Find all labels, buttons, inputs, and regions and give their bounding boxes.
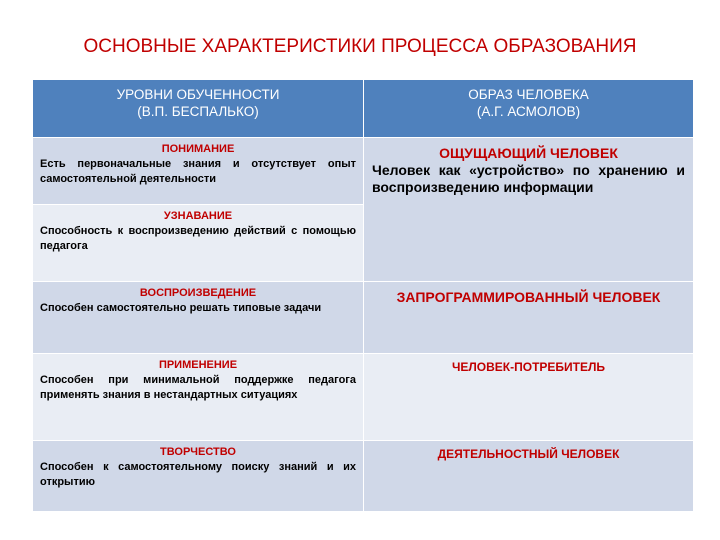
characteristics-table xyxy=(32,79,694,512)
table-row xyxy=(33,354,694,441)
image-cell-sensing-human xyxy=(364,138,694,282)
level-description: Есть первоначальные знания и отсутствует опыт самостоятельной деятельности xyxy=(40,158,356,185)
image-title: ЗАПРОГРАММИРОВАННЫЙ ЧЕЛОВЕК xyxy=(396,289,661,305)
header-learning-levels xyxy=(33,80,364,138)
level-description: Способен самостоятельно решать типовые задачи xyxy=(40,302,322,314)
level-title: ТВОРЧЕСТВО xyxy=(160,446,236,458)
level-cell-recognition xyxy=(33,205,364,282)
image-cell-consumer-human xyxy=(364,354,694,441)
level-description: Способен к самостоятельному поиску знаний и их открытию xyxy=(40,461,356,488)
image-description: Человек как «устройство» по хранению и воспроизведению информации xyxy=(372,162,685,195)
level-title: ПОНИМАНИЕ xyxy=(161,143,235,155)
header-human-image-title: ОБРАЗ ЧЕЛОВЕКА xyxy=(468,87,589,102)
table-header-row xyxy=(33,80,694,138)
level-cell-application xyxy=(33,354,364,441)
table-row xyxy=(33,282,694,354)
level-title: ВОСПРОИЗВЕДЕНИЕ xyxy=(139,287,257,299)
level-cell-creativity xyxy=(33,441,364,512)
image-cell-active-human xyxy=(364,441,694,512)
table-row xyxy=(33,138,694,205)
header-human-image-author: (А.Г. АСМОЛОВ) xyxy=(476,104,581,119)
level-description: Способность к воспроизведению действий с помощью педагога xyxy=(40,225,356,252)
header-learning-levels-author: (В.П. БЕСПАЛЬКО) xyxy=(137,104,259,119)
level-cell-understanding xyxy=(33,138,364,205)
level-cell-reproduction xyxy=(33,282,364,354)
image-cell-programmed-human xyxy=(364,282,694,354)
level-title: ПРИМЕНЕНИЕ xyxy=(158,359,238,371)
level-title: УЗНАВАНИЕ xyxy=(163,210,233,222)
level-description: Способен при минимальной поддержке педагога применять знания в нестандартных ситуациях xyxy=(40,374,356,401)
header-learning-levels-title: УРОВНИ ОБУЧЕННОСТИ xyxy=(116,87,280,102)
table-row xyxy=(33,441,694,512)
image-title: ОЩУЩАЮЩИЙ ЧЕЛОВЕК xyxy=(439,145,618,161)
image-title: ЧЕЛОВЕК-ПОТРЕБИТЕЛЬ xyxy=(451,360,606,374)
header-human-image xyxy=(364,80,694,138)
image-title: ДЕЯТЕЛЬНОСТНЫЙ ЧЕЛОВЕК xyxy=(437,447,620,461)
page-title: ОСНОВНЫЕ ХАРАКТЕРИСТИКИ ПРОЦЕССА ОБРАЗОВАНИЯ xyxy=(83,36,637,57)
